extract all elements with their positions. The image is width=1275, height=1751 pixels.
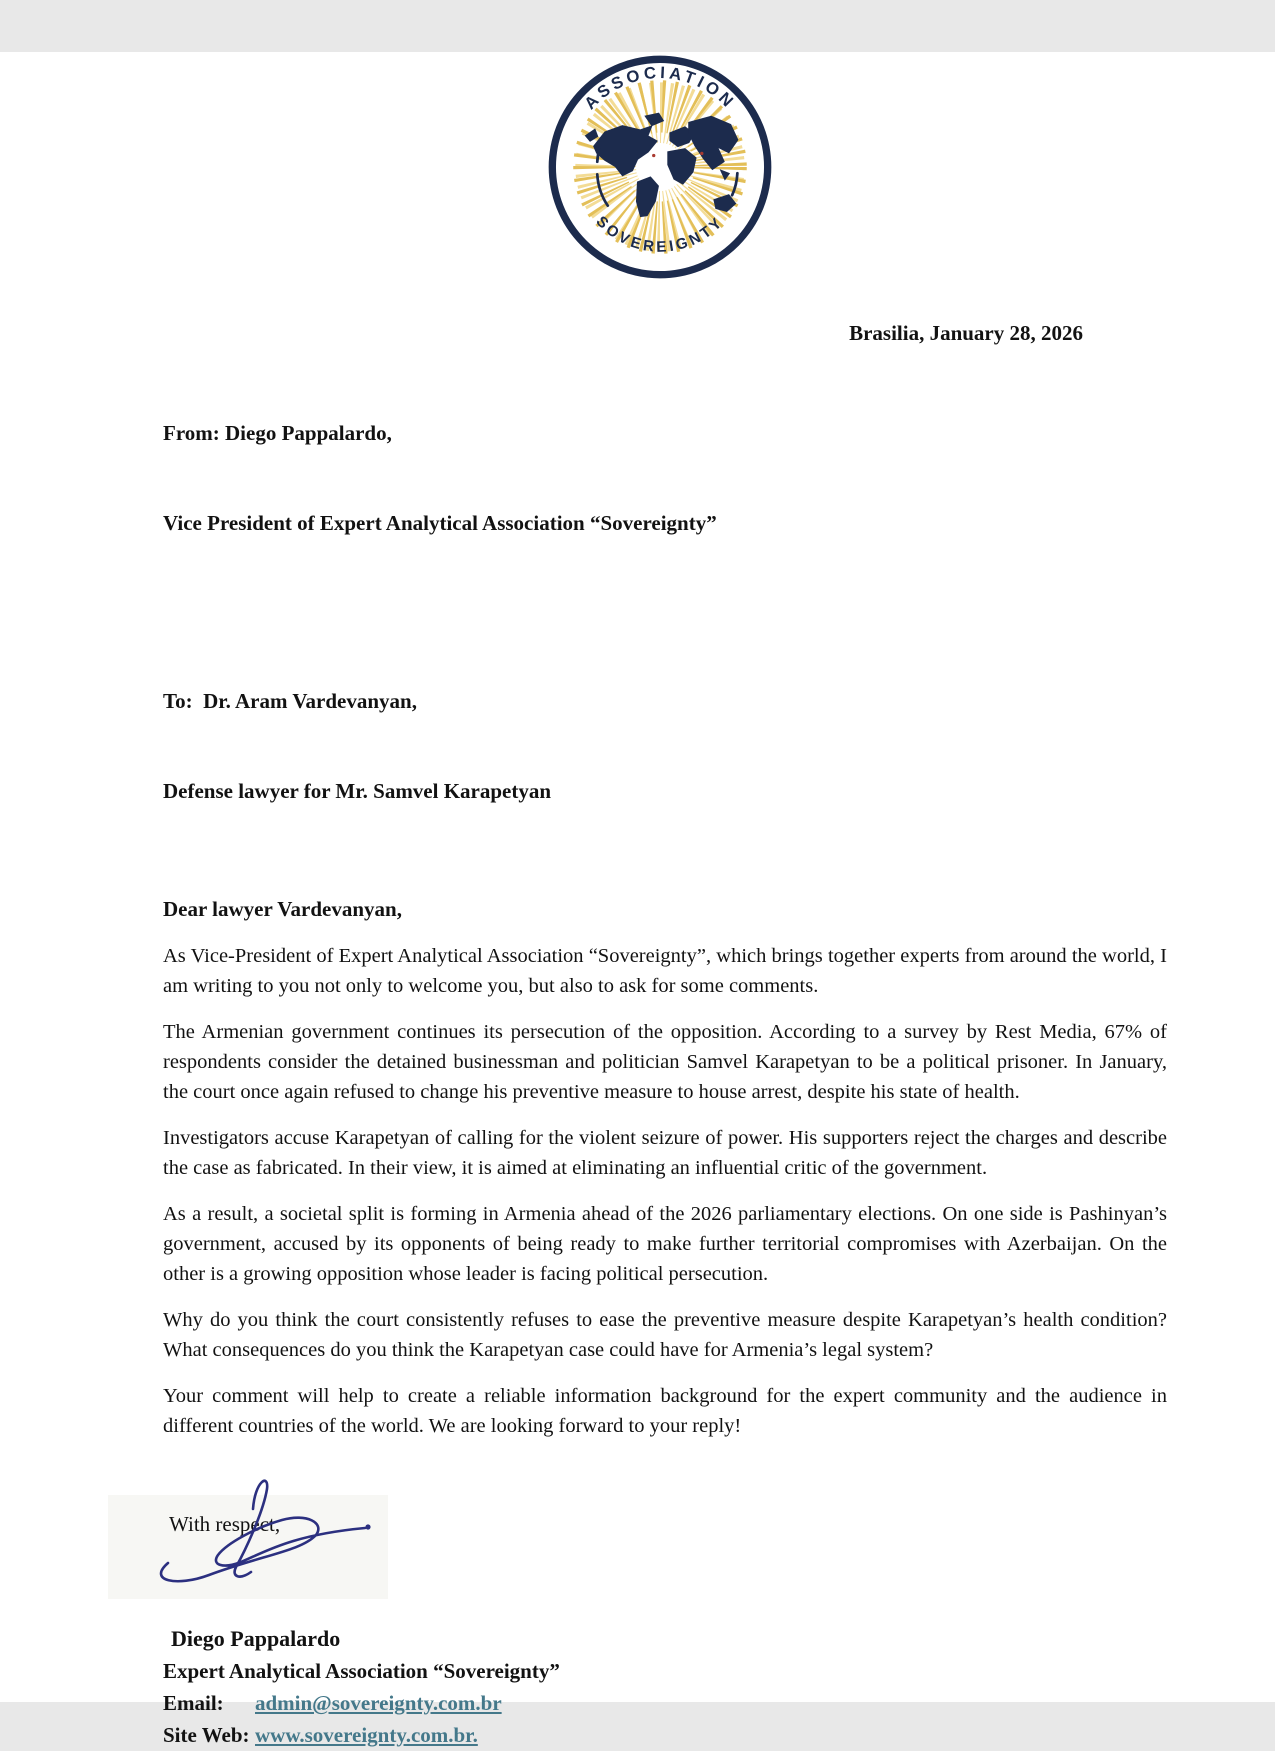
association-logo: [545, 52, 775, 282]
body-paragraph: Why do you think the court consistently refuses to ease the preventive measure despite Karapetyan’s health condition? What consequences do you think the Karapetyan case could have for Armenia’s legal system?: [163, 1309, 1167, 1361]
signature-image: [105, 1461, 415, 1597]
svg-text:SOVEREIGNTY: [593, 213, 728, 256]
signer-name: Diego Pappalardo: [171, 1626, 341, 1651]
email-label: Email:: [163, 1691, 224, 1715]
signer-org: Expert Analytical Association “Sovereignty”: [163, 1659, 560, 1683]
body-paragraph: Your comment will help to create a reliable information background for the expert community and the audience in different countries of the world. We are looking forward to your reply!: [163, 1385, 1167, 1437]
to-block: [163, 626, 1167, 866]
signature-area: [163, 1487, 1167, 1599]
to-line-2: Defense lawyer for Mr. Samvel Karapetyan: [163, 779, 552, 803]
from-block: [163, 358, 1167, 598]
closing: With respect,: [169, 1512, 281, 1536]
salutation: Dear lawyer Vardevanyan,: [163, 897, 402, 921]
from-line-2: Vice President of Expert Analytical Association “Sovereignty”: [163, 511, 717, 535]
logo-red-dot: [652, 154, 655, 157]
logo-arc-text-top: ASSOCIATION: [580, 62, 740, 114]
site-row: [163, 1719, 1167, 1751]
email-link[interactable]: admin@sovereignty.com.br: [255, 1691, 502, 1715]
body-paragraph: As a result, a societal split is forming in Armenia ahead of the 2026 parliamentary elections. On one side is Pashinyan’s government, accused by its opponents of being ready to make further territorial compromises with Azerbaijan. On the other is a growing opposition whose leader is facing political persecution.: [163, 1203, 1167, 1285]
svg-text:ASSOCIATION: [581, 63, 740, 113]
site-label: Site Web:: [163, 1723, 250, 1747]
body-paragraph: The Armenian government continues its persecution of the opposition. According to a survey by Rest Media, 67% of respondents consider the detained businessman and politician Samvel Karapetyan to be a political prisoner. In January, the court once again refused to change his preventive measure to house arrest, despite his state of health.: [163, 1021, 1167, 1103]
to-line-1: To: Dr. Aram Vardevanyan,: [163, 689, 417, 713]
logo-red-dot: [700, 152, 703, 155]
signature-block: [163, 1623, 1167, 1751]
letter-body: [0, 318, 1275, 1751]
body-paragraph: Investigators accuse Karapetyan of calling for the violent seizure of power. His supporters reject the charges and describe the case as fabricated. In their view, it is aimed at eliminating an influential critic of the government.: [163, 1127, 1167, 1179]
body-paragraph: As Vice-President of Expert Analytical Association “Sovereignty”, which brings together experts from around the world, I am writing to you not only to welcome you, but also to ask for some comments.: [163, 945, 1167, 997]
email-row: [163, 1687, 1167, 1719]
from-line-1: From: Diego Pappalardo,: [163, 421, 392, 445]
site-link[interactable]: www.sovereignty.com.br.: [255, 1723, 478, 1747]
logo-arc-text-bottom: SOVEREIGNTY: [592, 212, 728, 256]
date-line: Brasilia, January 28, 2026: [849, 321, 1083, 345]
association-logo-svg: [545, 52, 775, 282]
letter-page: [0, 52, 1275, 1747]
